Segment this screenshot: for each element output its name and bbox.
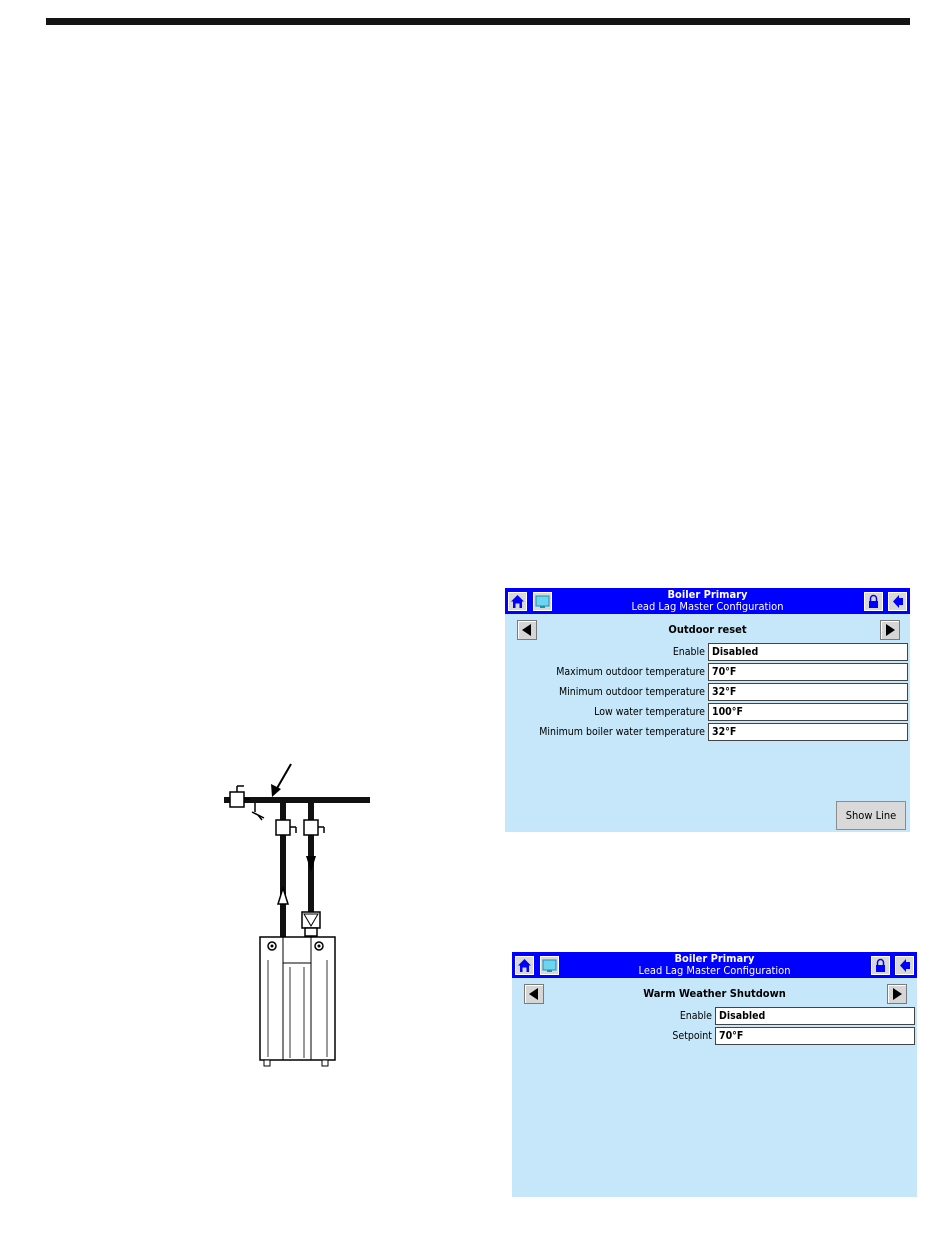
- back-icon: [896, 957, 913, 974]
- field-row-setpoint: [512, 1027, 917, 1047]
- setpoint-value[interactable]: 70°F: [715, 1027, 915, 1045]
- panel-header: [505, 588, 910, 614]
- warm-weather-shutdown-panel: [512, 952, 917, 1197]
- right-arrow-icon: [888, 985, 906, 1003]
- field-row-min-outdoor: [505, 683, 910, 703]
- panel-subtitle: Lead Lag Master Configuration: [631, 600, 784, 613]
- boiler-cabinet: [260, 937, 335, 1066]
- section-title: Warm Weather Shutdown: [643, 987, 786, 1000]
- field-label: Minimum boiler water temperature: [539, 726, 705, 738]
- field-label: Enable: [679, 1010, 712, 1022]
- field-label: Low water temperature: [594, 706, 705, 718]
- right-arrow-icon: [881, 621, 899, 639]
- field-row-enable: [512, 1007, 917, 1027]
- field-row-low-water: [505, 703, 910, 723]
- back-icon: [889, 593, 906, 610]
- max-outdoor-temp-value[interactable]: 70°F: [708, 663, 908, 681]
- field-row-min-boiler: [505, 723, 910, 743]
- header-valve: [230, 786, 250, 807]
- main-header-pipe: [224, 797, 370, 803]
- field-label: Enable: [672, 646, 705, 658]
- field-label: Maximum outdoor temperature: [556, 666, 705, 678]
- field-label: Setpoint: [672, 1030, 712, 1042]
- min-boiler-water-temp-value[interactable]: 32°F: [708, 723, 908, 741]
- back-button[interactable]: [895, 956, 914, 975]
- panel-subtitle: Lead Lag Master Configuration: [638, 964, 791, 977]
- return-valve: [304, 820, 324, 835]
- outdoor-reset-panel: [505, 588, 910, 832]
- field-row-enable: [505, 643, 910, 663]
- lock-icon: [865, 593, 882, 610]
- lock-button[interactable]: [871, 956, 890, 975]
- field-label: Minimum outdoor temperature: [558, 686, 705, 698]
- lock-button[interactable]: [864, 592, 883, 611]
- section-title: Outdoor reset: [668, 623, 747, 636]
- section-nav: [505, 620, 910, 642]
- enable-value[interactable]: Disabled: [708, 643, 908, 661]
- supply-valve: [276, 820, 296, 835]
- return-flow-arrow: [306, 856, 316, 872]
- panel-title: Boiler Primary: [674, 952, 755, 965]
- back-button[interactable]: [888, 592, 907, 611]
- panel-header: [512, 952, 917, 978]
- next-section-button[interactable]: [880, 620, 900, 640]
- next-section-button[interactable]: [887, 984, 907, 1004]
- lock-icon: [872, 957, 889, 974]
- pointer-arrow: [271, 764, 291, 797]
- supply-flow-arrow: [278, 888, 288, 904]
- panel-title: Boiler Primary: [667, 588, 748, 601]
- low-water-temp-value[interactable]: 100°F: [708, 703, 908, 721]
- enable-value[interactable]: Disabled: [715, 1007, 915, 1025]
- field-row-max-outdoor: [505, 663, 910, 683]
- circulator-pump: [302, 912, 320, 936]
- section-nav: [512, 984, 917, 1006]
- show-line-button[interactable]: Show Line: [836, 801, 906, 830]
- min-outdoor-temp-value[interactable]: 32°F: [708, 683, 908, 701]
- drain-valve: [252, 803, 264, 820]
